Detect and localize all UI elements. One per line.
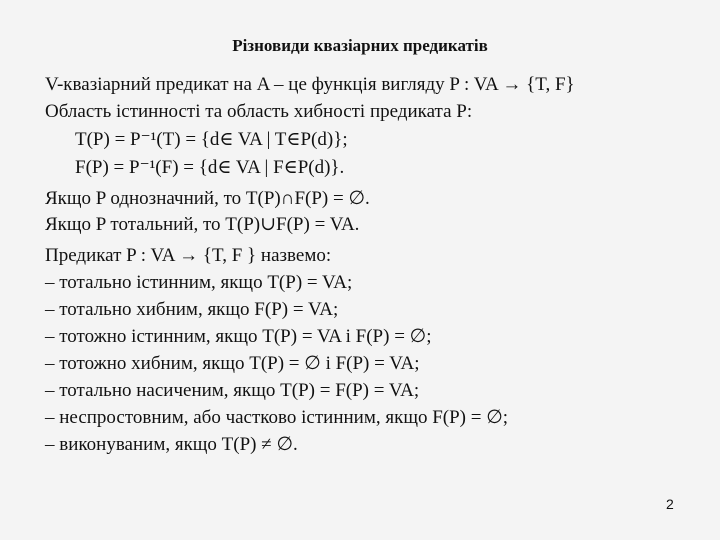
list-item: – тотожно хибним, якщо T(P) = ∅ і F(P) = VA; [45,353,420,374]
list-item: – тотально насиченим, якщо T(P) = F(P) = VA; [45,380,420,401]
list-item: – виконуваним, якщо T(P) ≠ ∅. [45,434,298,455]
slide-title: Різновиди квазіарних предикатів [232,36,488,55]
domain-line: Область істинності та область хибності предиката P: [45,101,473,122]
list-item: – тотально хибним, якщо F(P) = VA; [45,299,339,320]
single-valued-line: Якщо P однозначний, то T(P)∩F(P) = ∅. [45,188,370,209]
truth-domain-formula: T(P) = P⁻¹(T) = {d∈ VA | T∈P(d)}; [75,129,348,150]
predicate-intro-line: Предикат P : VA → {T, F } назвемо: [45,245,332,266]
total-line: Якщо P тотальний, то T(P)∪F(P) = VA. [45,214,360,235]
list-item: – тотожно істинним, якщо T(P) = VA і F(P) = ∅; [45,326,432,347]
list-item: – тотально істинним, якщо T(P) = VA; [45,272,353,293]
definition-line: V-квазіарний предикат на A – це функція вигляду P : VA → {T, F} [45,74,575,95]
list-item: – неспростовним, або частково істинним, якщо F(P) = ∅; [45,407,509,428]
falsity-domain-formula: F(P) = P⁻¹(F) = {d∈ VA | F∈P(d)}. [75,157,345,178]
page-number: 2 [666,496,674,512]
